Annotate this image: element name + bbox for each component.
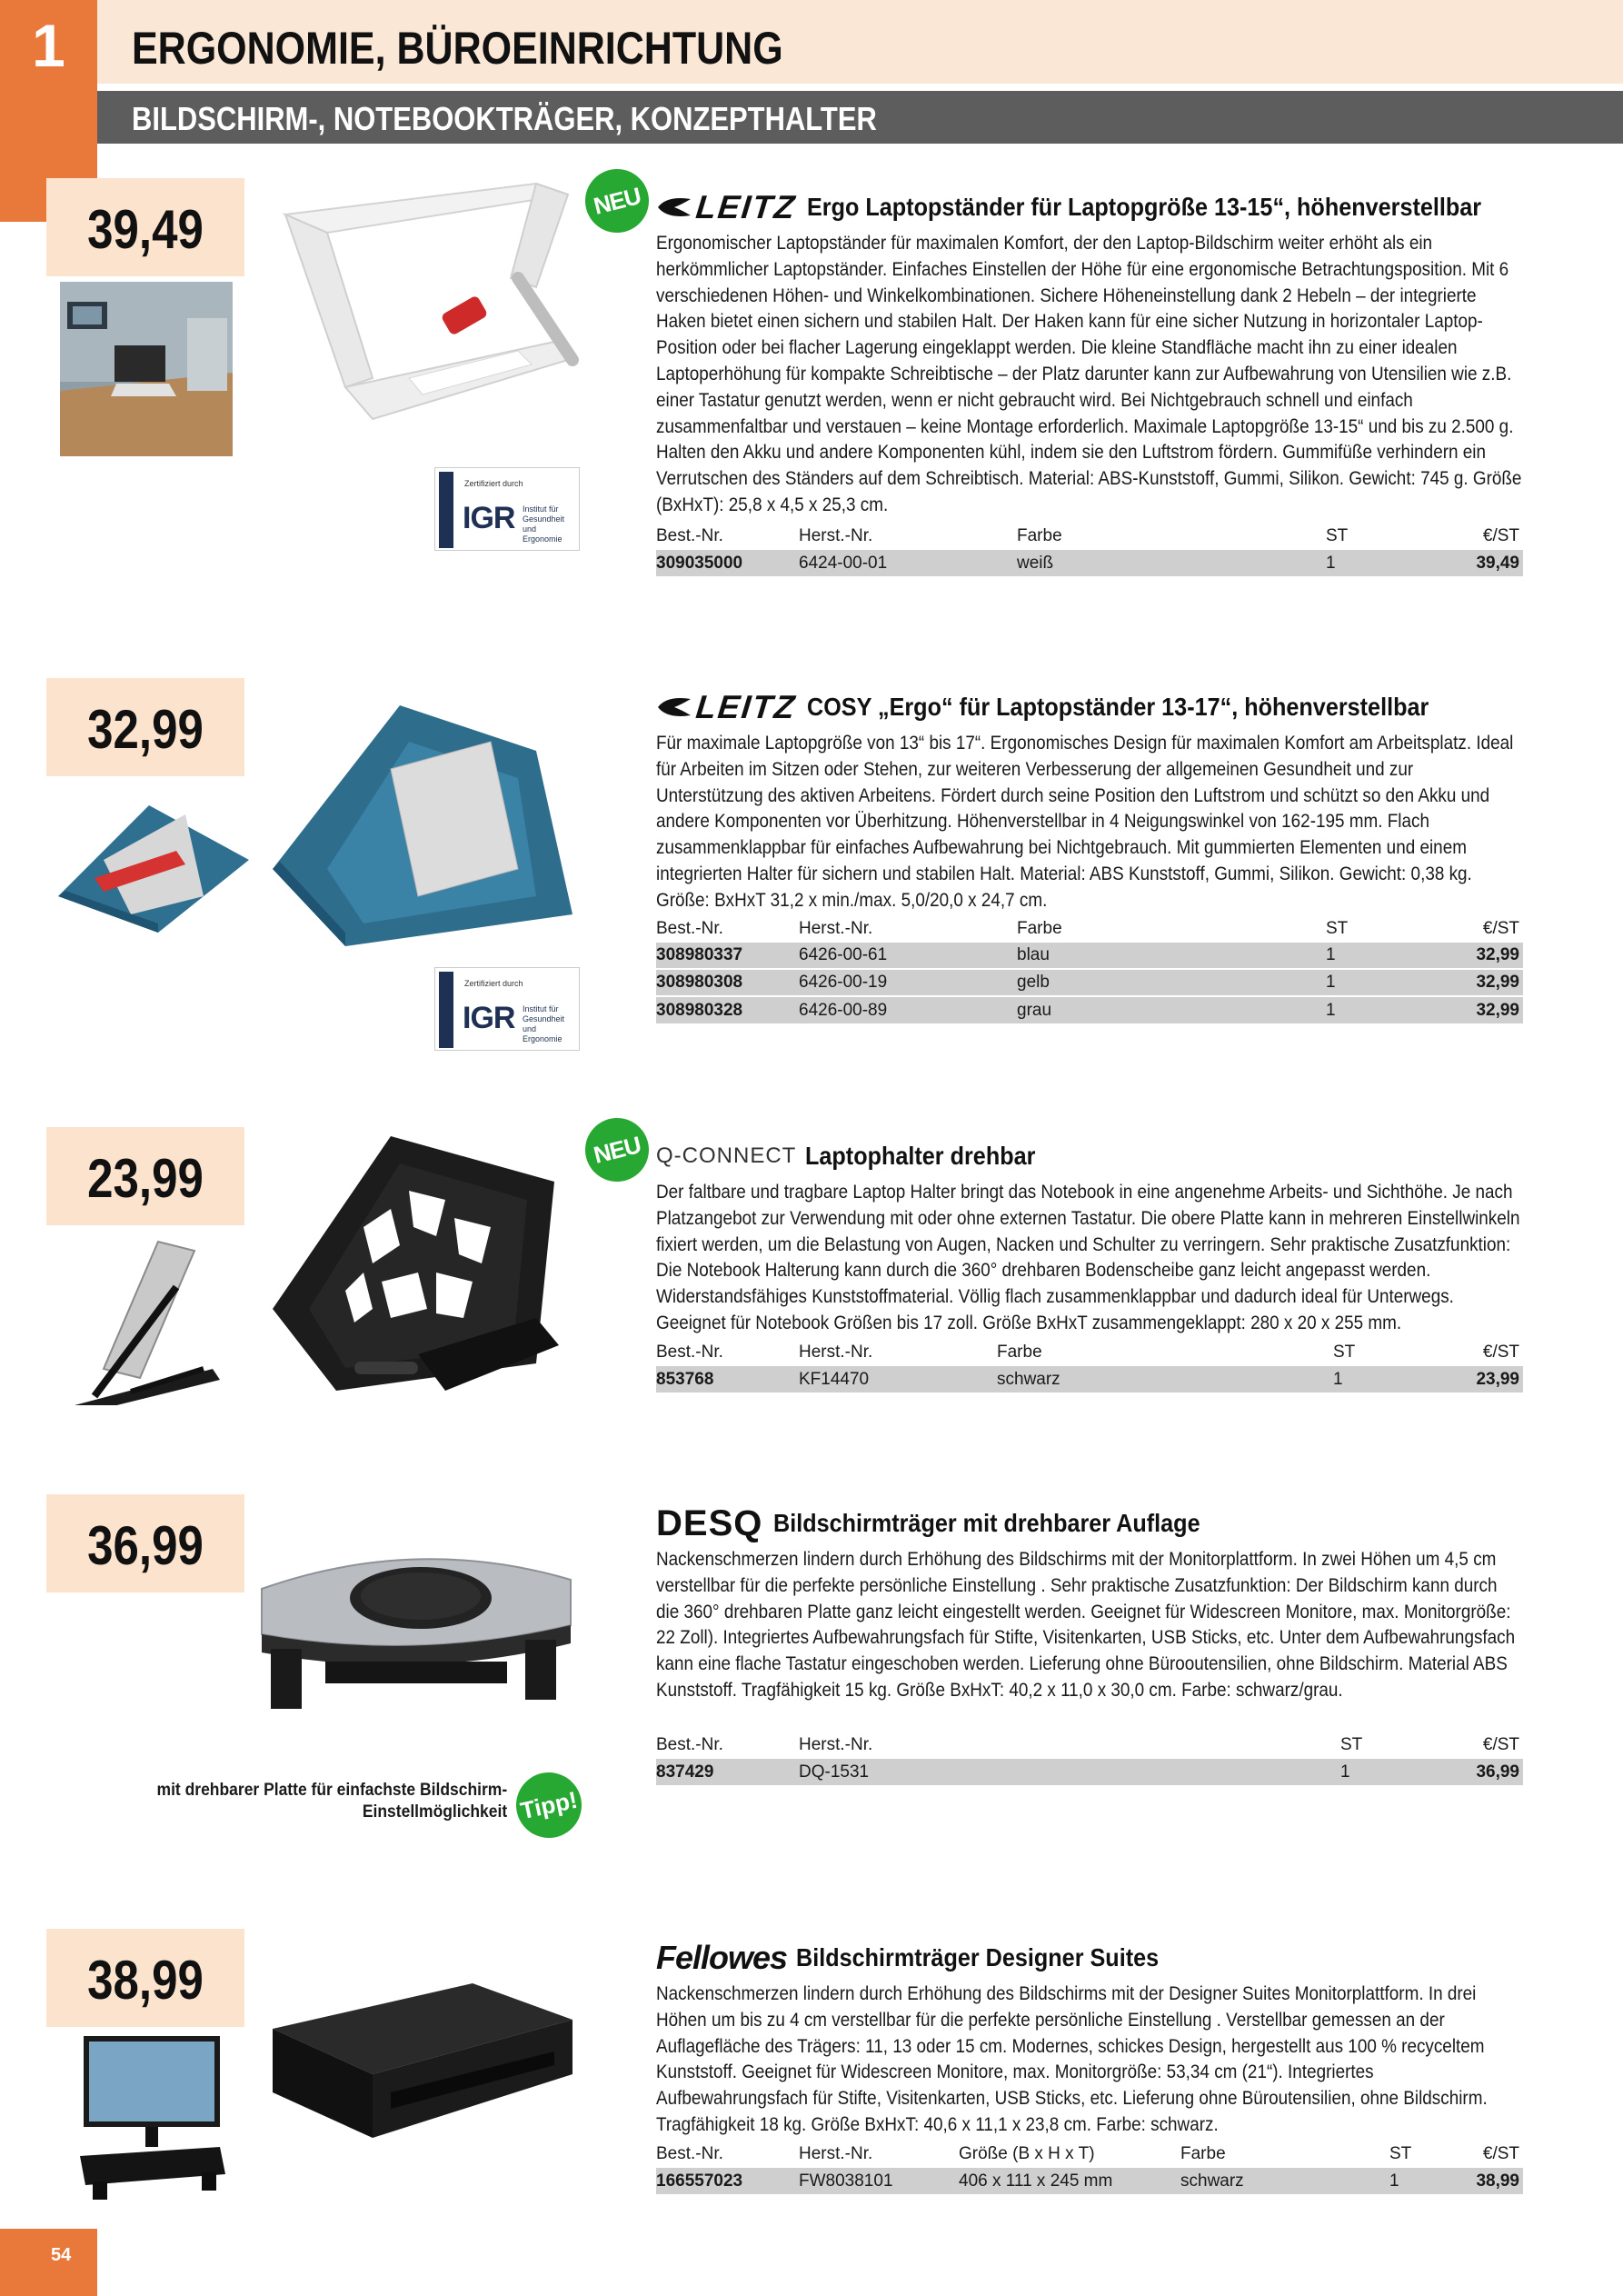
page-number: 54 xyxy=(51,2245,72,2265)
product-photo-stand-small xyxy=(49,796,258,933)
cell-price: 36,99 xyxy=(1440,1758,1523,1785)
igr-logo: IGR xyxy=(463,1001,515,1035)
tip-text-line-1: mit drehbarer Platte für einfachste Bildschirm- xyxy=(156,1781,507,1800)
price-box xyxy=(46,1494,244,1592)
col-best-nr: Best.-Nr. xyxy=(656,525,723,545)
col-st: ST xyxy=(1333,1342,1356,1362)
col-groesse: Größe (B x H x T) xyxy=(959,2143,1095,2163)
cell-herst-nr: DQ-1531 xyxy=(799,1758,1340,1785)
price: 39,49 xyxy=(87,199,204,260)
product-photo-black-holder xyxy=(254,1118,582,1405)
table-row xyxy=(656,942,1523,969)
col-herst-nr: Herst.-Nr. xyxy=(799,1342,873,1362)
order-table-header xyxy=(656,524,1523,549)
subtitle-band xyxy=(97,91,1623,144)
col-herst-nr: Herst.-Nr. xyxy=(799,918,873,938)
cell-herst-nr: 6426-00-89 xyxy=(799,996,1017,1023)
cell-herst-nr: FW8038101 xyxy=(799,2167,959,2194)
cell-farbe: schwarz xyxy=(1180,2167,1389,2194)
cell-best-nr: 837429 xyxy=(656,1758,799,1785)
cell-st: 1 xyxy=(1326,942,1435,969)
product-description: Ergonomischer Laptopständer für maximalen Komfort, der den Laptop-Bildschirm weiter erhöht als ein herkömmlicher Laptopständer. Einfaches Einstellen der Höhe für eine ergonomische Betrachtungsposition. Mit 6 verschiedenen Höhen- und Winkelkombinationen. Sichere Höheneinstellung dank 2 Hebeln – der integrierte Haken bietet einen sichern und stabilen Halt. Der Haken kann für eine sicher Nutzung in horizontaler Laptop-Position oder bei flacher Lagerung eingeklappt werden. Die kleine Standfläche macht ihn zu einer idealen Laptoperhöhung für kompakte Schreibtische – der Platz darunter kann zur Aufbewahrung von Utensilien wie z.B. einer Tastatur genutzt werden, wenn er nicht gebraucht wird. Bei Nichtgebrauch schnell und einfach zusammenfaltbar und verstauen – keine Montage erforderlich. Maximale Laptopgröße 13-15“ und bis zu 2.500 g. Halten den Akku und andere Komponenten kühl, indem sie den Luftstrom fördern. Gummifüße verhindern ein Verrutschen des Ständers auf dem Schreibtisch. Material: ABS-Kunststoff, Gummi, Silikon. Gewicht: 745 g. Größe (BxHxT): 25,8 x 4,5 x 25,3 cm. xyxy=(656,233,1522,515)
price: 32,99 xyxy=(87,699,204,760)
product-photo-black-riser xyxy=(264,1965,582,2147)
cell-farbe: weiß xyxy=(1017,549,1326,576)
igr-badge-top-text: Zertifiziert durch xyxy=(464,479,523,488)
cell-st: 1 xyxy=(1326,549,1435,576)
igr-badge-strip xyxy=(439,972,453,1048)
desq-logo: DESQ xyxy=(656,1502,763,1543)
qconnect-logo: Q-CONNECT xyxy=(656,1143,797,1168)
tip-text-line-2: Einstellmöglichkeit xyxy=(362,1802,507,1822)
price-box xyxy=(46,678,244,776)
title-band xyxy=(97,0,1623,84)
cell-st: 1 xyxy=(1389,2167,1455,2194)
tip-text xyxy=(156,1780,507,1823)
order-table-header xyxy=(656,1732,1523,1758)
col-price: €/ST xyxy=(1482,918,1519,938)
product-title: Bildschirmträger Designer Suites xyxy=(796,1943,1160,1972)
product-text xyxy=(656,1502,1523,1704)
product-description: Nackenschmerzen lindern durch Erhöhung des Bildschirms mit der Designer Suites Monitorplattform. In drei Höhen um bis zu 4 cm verstellbar für die perfekte persönliche Einstellung . Verstellbar gemessen an der Auflagefläche des Trägers: 11, 13 oder 15 cm. Modernes, schickes Design, hergestellt aus 100 % recyceltem Kunststoff. Geeignet für Widescreen Monitore, max. Monitorgröße: 53,34 cm (21“). Integriertes Aufbewahrungsfach für Stifte, Visitenkarten, USB Sticks, etc. Lieferung ohne Büroutensilien, ohne Bildschirm. Tragfähigkeit 18 kg. Größe BxHxT: 40,6 x 11,1 x 23,8 cm. Farbe: schwarz. xyxy=(656,1983,1488,2135)
col-best-nr: Best.-Nr. xyxy=(656,1342,723,1362)
order-table-header xyxy=(656,1340,1523,1365)
igr-badge-top-text: Zertifiziert durch xyxy=(464,979,523,988)
cell-farbe: grau xyxy=(1017,996,1326,1023)
product-title: Laptophalter drehbar xyxy=(805,1142,1036,1170)
product-text xyxy=(656,1940,1523,2139)
order-table xyxy=(656,2141,1523,2194)
igr-badge-text: Institut für Gesundheit und Ergonomie xyxy=(523,1004,565,1043)
product-text xyxy=(656,689,1523,914)
order-table-header xyxy=(656,2141,1523,2167)
col-farbe: Farbe xyxy=(1017,525,1062,545)
neu-badge: NEU xyxy=(579,163,656,240)
col-herst-nr: Herst.-Nr. xyxy=(799,1734,873,1754)
table-row xyxy=(656,2167,1523,2194)
leitz-logo xyxy=(656,188,799,226)
product-headline xyxy=(656,689,1523,725)
product-photo-monitor-riser-rotating xyxy=(253,1525,582,1716)
brand-name: LEITZ xyxy=(693,688,799,725)
product-photo-stand-blue xyxy=(264,687,582,951)
product-text xyxy=(656,189,1523,519)
col-price: €/ST xyxy=(1482,1342,1519,1362)
cell-best-nr: 308980328 xyxy=(656,996,799,1023)
col-price: €/ST xyxy=(1482,2143,1519,2163)
product-photo-laptop-on-stand xyxy=(67,1233,222,1405)
cell-farbe: schwarz xyxy=(997,1365,1333,1393)
cell-price: 32,99 xyxy=(1435,969,1523,996)
product-headline xyxy=(656,1940,1523,1976)
brand-name: LEITZ xyxy=(693,188,799,225)
leitz-mark-icon xyxy=(656,695,692,719)
cell-best-nr: 853768 xyxy=(656,1365,799,1393)
cell-st: 1 xyxy=(1340,1758,1440,1785)
product-photo-stand-white xyxy=(273,178,582,451)
col-price: €/ST xyxy=(1482,525,1519,545)
cell-farbe: blau xyxy=(1017,942,1326,969)
product-headline xyxy=(656,189,1523,225)
leitz-mark-icon xyxy=(656,195,692,219)
table-row xyxy=(656,969,1523,996)
col-st: ST xyxy=(1389,2143,1412,2163)
order-table xyxy=(656,1732,1523,1785)
cell-groesse: 406 x 111 x 245 mm xyxy=(959,2167,1180,2194)
table-row xyxy=(656,996,1523,1023)
price: 36,99 xyxy=(87,1515,204,1576)
table-row xyxy=(656,549,1523,576)
col-best-nr: Best.-Nr. xyxy=(656,918,723,938)
order-table-header xyxy=(656,916,1523,942)
igr-certification-badge xyxy=(434,467,580,551)
col-st: ST xyxy=(1340,1734,1363,1754)
product-description: Für maximale Laptopgröße von 13“ bis 17“. Ergonomisches Design für maximalen Komfort am Arbeitsplatz. Ideal für Arbeiten im Sitzen oder Stehen, zur weiteren Verbesserung der allgemeinen Gesundheit und zur Unterstützung des aktiven Arbeitens. Fördert durch seine Position den Luftstrom und schützt so den Akku und andere Komponenten vor Überhitzung. Höhenverstellbar in 4 Neigungswinkel von 162-195 mm. Flach zusammenklappbar für einfaches Aufbewahrung bei Nichtgebrauch. Mit gummierten Elementen und einem integrierten Halter für sichern und stabilen Halt. Material: ABS Kunststoff, Gummi, Silikon. Gewicht: 0,38 kg. Größe: BxHxT 31,2 x min./max. 5,0/20,0 x 24,7 cm. xyxy=(656,733,1514,911)
table-row xyxy=(656,1365,1523,1393)
cell-st: 1 xyxy=(1326,996,1435,1023)
col-farbe: Farbe xyxy=(1180,2143,1226,2163)
col-farbe: Farbe xyxy=(1017,918,1062,938)
cell-herst-nr: 6426-00-61 xyxy=(799,942,1017,969)
product-description: Der faltbare und tragbare Laptop Halter bringt das Notebook in eine angenehme Arbeits- und Sichthöhe. Je nach Platzangebot zur Verwendung mit oder ohne externen Tastatur. Die obere Platte kann in mehreren Einstellwinkeln fixiert werden, um die Belastung von Augen, Nacken und Schulter zu verringern. Sehr praktische Zusatzfunktion: Die Notebook Halterung kann durch die 360° drehbaren Bodenscheibe ganz leicht angepasst werden. Widerstandsfähiges Kunststoffmaterial. Völlig flach zusammenklappbar und dadurch ideal für Unterwegs. Geeignet für Notebook Größen bis 17 zoll. Größe BxHxT zusammengeklappt: 280 x 20 x 255 mm. xyxy=(656,1182,1520,1333)
price: 38,99 xyxy=(87,1950,204,2011)
price: 23,99 xyxy=(87,1148,204,1209)
cell-price: 39,49 xyxy=(1435,549,1523,576)
page-number-box xyxy=(0,2229,97,2296)
cell-st: 1 xyxy=(1333,1365,1433,1393)
price-box xyxy=(46,1127,244,1225)
product-title: Ergo Laptopständer für Laptopgröße 13-15“, höhenverstellbar xyxy=(806,193,1482,221)
igr-badge-strip xyxy=(439,472,453,548)
col-farbe: Farbe xyxy=(997,1342,1042,1362)
col-best-nr: Best.-Nr. xyxy=(656,2143,723,2163)
col-herst-nr: Herst.-Nr. xyxy=(799,525,873,545)
cell-best-nr: 308980337 xyxy=(656,942,799,969)
order-table xyxy=(656,524,1523,576)
neu-badge: NEU xyxy=(579,1112,656,1189)
cell-best-nr: 308980308 xyxy=(656,969,799,996)
product-headline xyxy=(656,1138,1523,1174)
price-box xyxy=(46,1929,244,2027)
col-best-nr: Best.-Nr. xyxy=(656,1734,723,1754)
product-photo-monitor-on-riser xyxy=(75,2029,229,2201)
igr-certification-badge xyxy=(434,967,580,1051)
cell-price: 32,99 xyxy=(1435,942,1523,969)
table-row xyxy=(656,1758,1523,1785)
cell-herst-nr: 6424-00-01 xyxy=(799,549,1017,576)
igr-logo: IGR xyxy=(463,501,515,535)
page-subtitle: BILDSCHIRM-, NOTEBOOKTRÄGER, KONZEPTHALTER xyxy=(132,100,877,137)
product-description: Nackenschmerzen lindern durch Erhöhung des Bildschirms mit der Monitorplattform. In zwei Höhen um 4,5 cm verstellbar für die perfekte persönliche Einstellung . Sehr praktische Zusatzfunktion: Der Bildschirm kann durch die 360° drehbaren Platte ganz leicht eingestellt werden. Geeignet für Widescreen Monitore, max. Monitorgröße: 22 Zoll). Integriertes Aufbewahrungsfach für Stifte, Visitenkarten, USB Sticks, etc. Unter dem Aufbewahrungsfach kann eine flache Tastatur eingeschoben werden. Lieferung ohne Bürooutensilien, ohne Bildschirm. Material ABS Kunststoff. Tragfähigkeit 15 kg. Größe BxHxT: 40,2 x 11,0 x 30,0 cm. Farbe: schwarz/grau. xyxy=(656,1549,1516,1701)
leitz-logo xyxy=(656,688,799,726)
tipp-badge: Tipp! xyxy=(510,1766,587,1843)
cell-farbe: gelb xyxy=(1017,969,1326,996)
col-price: €/ST xyxy=(1482,1734,1519,1754)
igr-badge-text: Institut für Gesundheit und Ergonomie xyxy=(523,504,565,544)
cell-herst-nr: 6426-00-19 xyxy=(799,969,1017,996)
chapter-number: 1 xyxy=(32,12,65,79)
col-st: ST xyxy=(1326,918,1349,938)
fellowes-logo: Fellowes xyxy=(656,1939,788,1976)
order-table xyxy=(656,1340,1523,1393)
col-st: ST xyxy=(1326,525,1349,545)
product-title: Bildschirmträger mit drehbarer Auflage xyxy=(773,1509,1200,1537)
price-box xyxy=(46,178,244,276)
product-headline xyxy=(656,1502,1523,1543)
cell-best-nr: 166557023 xyxy=(656,2167,799,2194)
col-herst-nr: Herst.-Nr. xyxy=(799,2143,873,2163)
cell-price: 38,99 xyxy=(1455,2167,1523,2194)
order-table xyxy=(656,916,1523,1023)
product-title: COSY „Ergo“ für Laptopständer 13-17“, höhenverstellbar xyxy=(806,693,1429,721)
product-photo-desk xyxy=(60,282,233,456)
page-title: ERGONOMIE, BÜROEINRICHTUNG xyxy=(132,23,783,74)
cell-herst-nr: KF14470 xyxy=(799,1365,997,1393)
cell-price: 23,99 xyxy=(1433,1365,1523,1393)
cell-st: 1 xyxy=(1326,969,1435,996)
product-text xyxy=(656,1138,1523,1337)
cell-price: 32,99 xyxy=(1435,996,1523,1023)
cell-best-nr: 309035000 xyxy=(656,549,799,576)
